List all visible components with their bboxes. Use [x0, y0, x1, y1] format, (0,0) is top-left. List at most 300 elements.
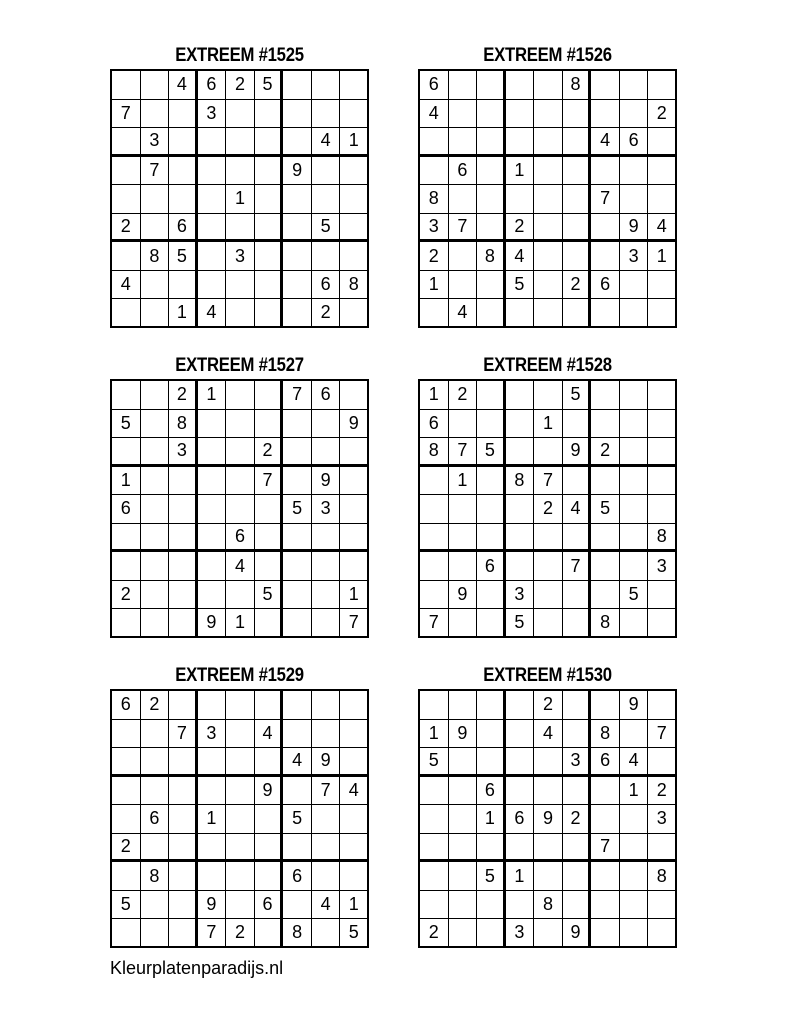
- sudoku-cell: [255, 919, 284, 948]
- sudoku-cell: [420, 581, 449, 610]
- sudoku-cell: 8: [563, 71, 592, 100]
- sudoku-cell: [506, 100, 535, 129]
- sudoku-cell: [420, 777, 449, 806]
- sudoku-cell: [198, 524, 227, 553]
- sudoku-cell: [255, 214, 284, 243]
- sudoku-cell: 2: [591, 438, 620, 467]
- sudoku-cell: [648, 748, 677, 777]
- sudoku-cell: 4: [563, 495, 592, 524]
- sudoku-cell: [591, 71, 620, 100]
- sudoku-cell: [169, 609, 198, 638]
- sudoku-cell: [198, 748, 227, 777]
- sudoku-cell: [534, 552, 563, 581]
- sudoku-cell: 1: [506, 862, 535, 891]
- sudoku-cell: [477, 609, 506, 638]
- sudoku-cell: [198, 410, 227, 439]
- sudoku-cell: 2: [312, 299, 341, 328]
- sudoku-cell: [283, 524, 312, 553]
- sudoku-cell: 3: [648, 552, 677, 581]
- sudoku-cell: [420, 157, 449, 186]
- sudoku-cell: [620, 609, 649, 638]
- sudoku-cell: [112, 157, 141, 186]
- sudoku-cell: [198, 128, 227, 157]
- sudoku-cell: [648, 581, 677, 610]
- sudoku-cell: 2: [534, 691, 563, 720]
- sudoku-cell: [169, 128, 198, 157]
- sudoku-cell: [648, 919, 677, 948]
- sudoku-cell: [449, 410, 478, 439]
- sudoku-cell: 7: [198, 919, 227, 948]
- sudoku-cell: [534, 71, 563, 100]
- sudoku-cell: 2: [449, 381, 478, 410]
- sudoku-cell: 4: [226, 552, 255, 581]
- sudoku-cell: 7: [283, 381, 312, 410]
- sudoku-cell: [591, 777, 620, 806]
- sudoku-cell: 2: [226, 71, 255, 100]
- sudoku-cell: [477, 100, 506, 129]
- sudoku-cell: [283, 410, 312, 439]
- sudoku-cell: [226, 495, 255, 524]
- sudoku-cell: 7: [449, 214, 478, 243]
- sudoku-cell: [226, 438, 255, 467]
- sudoku-cell: 6: [112, 691, 141, 720]
- sudoku-cell: [534, 299, 563, 328]
- sudoku-cell: 2: [112, 834, 141, 863]
- sudoku-cell: 4: [198, 299, 227, 328]
- sudoku-cell: [648, 299, 677, 328]
- sudoku-cell: [506, 552, 535, 581]
- sudoku-cell: [477, 748, 506, 777]
- sudoku-cell: 7: [312, 777, 341, 806]
- sudoku-cell: [534, 609, 563, 638]
- sudoku-cell: 5: [591, 495, 620, 524]
- sudoku-cell: [198, 777, 227, 806]
- sudoku-cell: [449, 524, 478, 553]
- sudoku-cell: [312, 100, 341, 129]
- sudoku-cell: [449, 242, 478, 271]
- sudoku-cell: 1: [198, 805, 227, 834]
- sudoku-cell: 3: [420, 214, 449, 243]
- sudoku-cell: 6: [169, 214, 198, 243]
- sudoku-cell: 2: [648, 777, 677, 806]
- sudoku-cell: 5: [563, 381, 592, 410]
- sudoku-cell: [420, 834, 449, 863]
- sudoku-grid: [418, 379, 677, 638]
- sudoku-cell: [506, 834, 535, 863]
- sudoku-cell: [534, 128, 563, 157]
- sudoku-cell: [255, 128, 284, 157]
- sudoku-cell: [312, 919, 341, 948]
- sudoku-cell: 4: [312, 128, 341, 157]
- sudoku-cell: [255, 271, 284, 300]
- sudoku-cell: [141, 467, 170, 496]
- sudoku-cell: [534, 381, 563, 410]
- sudoku-cell: 1: [226, 185, 255, 214]
- sudoku-cell: [312, 157, 341, 186]
- sudoku-cell: [477, 271, 506, 300]
- sudoku-cell: [283, 438, 312, 467]
- sudoku-cell: [449, 609, 478, 638]
- sudoku-cell: 5: [169, 242, 198, 271]
- sudoku-cell: 9: [198, 609, 227, 638]
- sudoku-cell: [255, 299, 284, 328]
- sudoku-cell: 9: [255, 777, 284, 806]
- sudoku-cell: 7: [340, 609, 369, 638]
- sudoku-cell: 6: [312, 271, 341, 300]
- sudoku-cell: [449, 185, 478, 214]
- sudoku-cell: 2: [112, 581, 141, 610]
- sudoku-cell: [563, 299, 592, 328]
- sudoku-cell: [340, 691, 369, 720]
- sudoku-cell: 1: [648, 242, 677, 271]
- sudoku-cell: [620, 552, 649, 581]
- sudoku-cell: [563, 128, 592, 157]
- sudoku-cell: [340, 495, 369, 524]
- sudoku-cell: [477, 71, 506, 100]
- sudoku-cell: [648, 609, 677, 638]
- sudoku-cell: [591, 581, 620, 610]
- sudoku-cell: 9: [198, 891, 227, 920]
- sudoku-cell: [340, 467, 369, 496]
- sudoku-cell: [477, 185, 506, 214]
- sudoku-cell: [141, 214, 170, 243]
- sudoku-cell: [563, 720, 592, 749]
- sudoku-cell: [591, 299, 620, 328]
- sudoku-cell: [141, 299, 170, 328]
- sudoku-cell: 9: [563, 919, 592, 948]
- sudoku-cell: [198, 271, 227, 300]
- sudoku-cell: 8: [420, 185, 449, 214]
- sudoku-cell: [312, 691, 341, 720]
- sudoku-grid: [110, 379, 369, 638]
- sudoku-cell: [340, 805, 369, 834]
- sudoku-cell: [534, 214, 563, 243]
- sudoku-cell: 7: [420, 609, 449, 638]
- sudoku-cell: [534, 919, 563, 948]
- sudoku-cell: [141, 185, 170, 214]
- sudoku-cell: 1: [420, 271, 449, 300]
- sudoku-cell: 8: [477, 242, 506, 271]
- sudoku-cell: [112, 552, 141, 581]
- sudoku-cell: 9: [534, 805, 563, 834]
- sudoku-cell: [340, 720, 369, 749]
- sudoku-cell: [591, 410, 620, 439]
- sudoku-cell: 1: [112, 467, 141, 496]
- sudoku-cell: [591, 157, 620, 186]
- sudoku-grid: [110, 69, 369, 328]
- sudoku-cell: 8: [420, 438, 449, 467]
- sudoku-cell: 1: [477, 805, 506, 834]
- sudoku-cell: 7: [591, 185, 620, 214]
- sudoku-cell: [283, 128, 312, 157]
- sudoku-cell: 8: [648, 524, 677, 553]
- sudoku-cell: [477, 157, 506, 186]
- sudoku-cell: [198, 834, 227, 863]
- sudoku-cell: [534, 862, 563, 891]
- sudoku-cell: 5: [477, 862, 506, 891]
- sudoku-cell: [591, 552, 620, 581]
- sudoku-cell: [141, 524, 170, 553]
- sudoku-cell: [312, 581, 341, 610]
- sudoku-cell: [340, 100, 369, 129]
- sudoku-cell: [477, 919, 506, 948]
- sudoku-cell: 9: [340, 410, 369, 439]
- sudoku-cell: [255, 495, 284, 524]
- sudoku-cell: 3: [648, 805, 677, 834]
- sudoku-cell: 2: [420, 919, 449, 948]
- sudoku-cell: 3: [620, 242, 649, 271]
- sudoku-cell: [169, 891, 198, 920]
- sudoku-cell: [449, 691, 478, 720]
- sudoku-cell: [226, 410, 255, 439]
- sudoku-cell: [563, 862, 592, 891]
- sudoku-cell: 7: [255, 467, 284, 496]
- sudoku-cell: [534, 524, 563, 553]
- sudoku-cell: [420, 128, 449, 157]
- sudoku-cell: 2: [112, 214, 141, 243]
- sudoku-cell: 2: [226, 919, 255, 948]
- sudoku-cell: [198, 691, 227, 720]
- sudoku-cell: 4: [312, 891, 341, 920]
- sudoku-cell: [648, 495, 677, 524]
- sudoku-cell: [477, 691, 506, 720]
- sudoku-cell: 8: [506, 467, 535, 496]
- sudoku-cell: [198, 552, 227, 581]
- sudoku-cell: 3: [312, 495, 341, 524]
- sudoku-cell: 6: [506, 805, 535, 834]
- sudoku-cell: [312, 805, 341, 834]
- sudoku-cell: [255, 691, 284, 720]
- sudoku-cell: [255, 381, 284, 410]
- sudoku-cell: [226, 100, 255, 129]
- sudoku-cell: [169, 748, 198, 777]
- sudoku-cell: 5: [283, 495, 312, 524]
- sudoku-cell: [449, 919, 478, 948]
- sudoku-cell: [198, 157, 227, 186]
- sudoku-cell: [591, 919, 620, 948]
- sudoku-cell: [534, 185, 563, 214]
- sudoku-cell: 2: [563, 271, 592, 300]
- sudoku-cell: [226, 214, 255, 243]
- sudoku-cell: 5: [112, 410, 141, 439]
- sudoku-cell: [591, 214, 620, 243]
- sudoku-cell: [226, 467, 255, 496]
- sudoku-cell: [226, 891, 255, 920]
- sudoku-cell: [141, 609, 170, 638]
- sudoku-cell: [420, 524, 449, 553]
- sudoku-cell: [506, 495, 535, 524]
- sudoku-cell: 2: [255, 438, 284, 467]
- sudoku-cell: [563, 524, 592, 553]
- sudoku-cell: 8: [591, 609, 620, 638]
- sudoku-cell: [226, 128, 255, 157]
- sudoku-cell: 6: [420, 410, 449, 439]
- sudoku-cell: 3: [506, 919, 535, 948]
- sudoku-cell: 4: [449, 299, 478, 328]
- sudoku-cell: 9: [283, 157, 312, 186]
- sudoku-cell: 8: [141, 862, 170, 891]
- sudoku-cell: [506, 891, 535, 920]
- sudoku-cell: [620, 805, 649, 834]
- sudoku-cell: [648, 128, 677, 157]
- sudoku-cell: [226, 271, 255, 300]
- sudoku-cell: 5: [112, 891, 141, 920]
- sudoku-cell: [255, 834, 284, 863]
- sudoku-cell: [283, 71, 312, 100]
- sudoku-cell: [169, 777, 198, 806]
- sudoku-cell: 4: [534, 720, 563, 749]
- sudoku-cell: [449, 777, 478, 806]
- sudoku-cell: [112, 748, 141, 777]
- sudoku-cell: 2: [506, 214, 535, 243]
- sudoku-cell: [169, 862, 198, 891]
- sudoku-cell: [449, 834, 478, 863]
- sudoku-cell: [340, 748, 369, 777]
- sudoku-cell: [255, 552, 284, 581]
- sudoku-cell: [312, 720, 341, 749]
- sudoku-cell: [620, 381, 649, 410]
- sudoku-cell: [340, 834, 369, 863]
- sudoku-cell: [340, 381, 369, 410]
- sudoku-cell: [112, 242, 141, 271]
- sudoku-cell: [312, 438, 341, 467]
- sudoku-cell: [112, 128, 141, 157]
- sudoku-cell: [255, 748, 284, 777]
- sudoku-cell: 6: [449, 157, 478, 186]
- sudoku-cell: 6: [591, 748, 620, 777]
- sudoku-cell: [563, 609, 592, 638]
- sudoku-cell: 3: [563, 748, 592, 777]
- sudoku-cell: 6: [620, 128, 649, 157]
- sudoku-cell: [112, 919, 141, 948]
- sudoku-cell: [255, 524, 284, 553]
- sudoku-cell: [648, 71, 677, 100]
- sudoku-cell: [534, 242, 563, 271]
- sudoku-cell: [420, 552, 449, 581]
- sudoku-cell: [420, 691, 449, 720]
- sudoku-cell: [312, 524, 341, 553]
- sudoku-cell: [449, 748, 478, 777]
- sudoku-cell: [283, 214, 312, 243]
- sudoku-cell: [312, 185, 341, 214]
- sudoku-cell: 5: [477, 438, 506, 467]
- sudoku-cell: [340, 524, 369, 553]
- sudoku-cell: [312, 410, 341, 439]
- sudoku-cell: [477, 467, 506, 496]
- sudoku-cell: 4: [648, 214, 677, 243]
- puzzle-title: EXTREEM #1528: [483, 355, 612, 376]
- sudoku-cell: [648, 381, 677, 410]
- sudoku-cell: [112, 720, 141, 749]
- sudoku-cell: 7: [534, 467, 563, 496]
- sudoku-cell: [563, 410, 592, 439]
- sudoku-cell: 1: [226, 609, 255, 638]
- sudoku-cell: [255, 862, 284, 891]
- sudoku-cell: [591, 381, 620, 410]
- sudoku-cell: 8: [169, 410, 198, 439]
- puzzle-title: EXTREEM #1529: [175, 665, 304, 686]
- sudoku-cell: [449, 271, 478, 300]
- sudoku-cell: [283, 834, 312, 863]
- sudoku-cell: [226, 834, 255, 863]
- sudoku-cell: [648, 891, 677, 920]
- sudoku-cell: 2: [169, 381, 198, 410]
- sudoku-cell: [169, 157, 198, 186]
- sudoku-cell: [283, 185, 312, 214]
- sudoku-cell: [141, 381, 170, 410]
- sudoku-cell: 1: [340, 581, 369, 610]
- sudoku-cell: 3: [141, 128, 170, 157]
- sudoku-cell: [420, 891, 449, 920]
- sudoku-cell: [620, 919, 649, 948]
- sudoku-cell: [340, 299, 369, 328]
- sudoku-cell: [255, 157, 284, 186]
- sudoku-cell: [620, 71, 649, 100]
- sudoku-cell: 5: [255, 581, 284, 610]
- sudoku-cell: [312, 552, 341, 581]
- sudoku-cell: [620, 891, 649, 920]
- sudoku-cell: [255, 100, 284, 129]
- sudoku-cell: [169, 552, 198, 581]
- sudoku-cell: 5: [283, 805, 312, 834]
- sudoku-cell: [198, 185, 227, 214]
- sudoku-cell: [141, 919, 170, 948]
- sudoku-cell: [420, 495, 449, 524]
- sudoku-cell: 9: [312, 467, 341, 496]
- sudoku-cell: [620, 467, 649, 496]
- sudoku-cell: [534, 100, 563, 129]
- sudoku-cell: [506, 71, 535, 100]
- sudoku-cell: [449, 100, 478, 129]
- sudoku-cell: 7: [648, 720, 677, 749]
- sudoku-cell: 2: [141, 691, 170, 720]
- sudoku-cell: [112, 185, 141, 214]
- sudoku-cell: 8: [534, 891, 563, 920]
- sudoku-cell: [141, 834, 170, 863]
- sudoku-cell: [112, 777, 141, 806]
- sudoku-cell: [283, 467, 312, 496]
- sudoku-cell: [563, 100, 592, 129]
- sudoku-cell: [591, 691, 620, 720]
- sudoku-cell: [169, 834, 198, 863]
- sudoku-cell: [563, 777, 592, 806]
- sudoku-cell: [141, 410, 170, 439]
- sudoku-cell: [534, 581, 563, 610]
- sudoku-cell: [420, 467, 449, 496]
- sudoku-cell: [591, 524, 620, 553]
- sudoku-cell: 9: [449, 581, 478, 610]
- sudoku-cell: [648, 185, 677, 214]
- sudoku-cell: [312, 242, 341, 271]
- sudoku-cell: [563, 581, 592, 610]
- sudoku-cell: [169, 919, 198, 948]
- sudoku-cell: 6: [112, 495, 141, 524]
- sudoku-cell: 1: [340, 891, 369, 920]
- sudoku-cell: [141, 71, 170, 100]
- sudoku-cell: [477, 834, 506, 863]
- sudoku-cell: [563, 214, 592, 243]
- sudoku-cell: [506, 438, 535, 467]
- sudoku-cell: 9: [312, 748, 341, 777]
- sudoku-cell: [477, 891, 506, 920]
- sudoku-cell: 9: [449, 720, 478, 749]
- sudoku-cell: [620, 410, 649, 439]
- sudoku-cell: [255, 609, 284, 638]
- sudoku-cell: [226, 720, 255, 749]
- sudoku-cell: [141, 271, 170, 300]
- sudoku-cell: [283, 100, 312, 129]
- sudoku-cell: 6: [477, 552, 506, 581]
